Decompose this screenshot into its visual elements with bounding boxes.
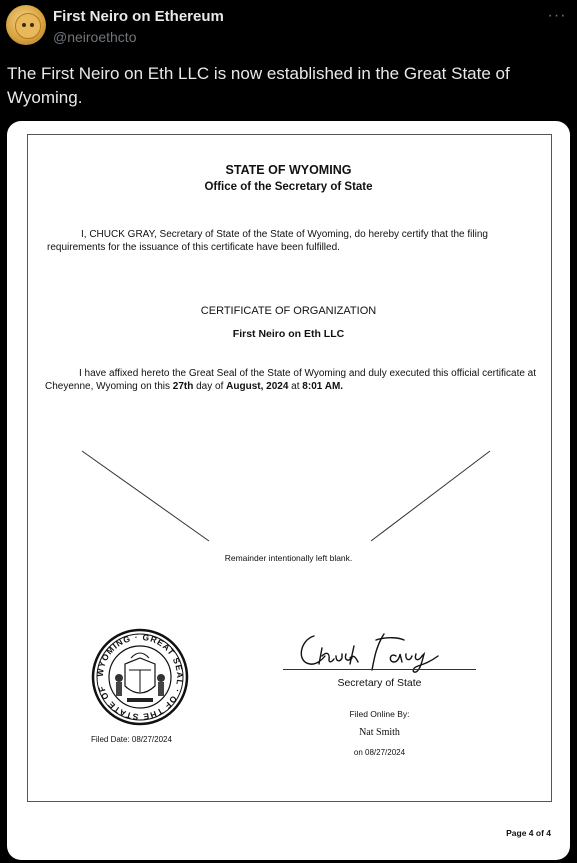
signature-line	[283, 669, 476, 670]
avatar-eye-right	[30, 23, 34, 27]
more-options-icon[interactable]: ···	[547, 7, 567, 24]
signature	[292, 626, 452, 674]
affixed-day: 27th	[172, 381, 194, 392]
affixed-month-year: August, 2024	[226, 381, 289, 392]
certificate-state-title: STATE OF WYOMING	[225, 163, 352, 177]
affixed-day-of: day of	[193, 381, 227, 392]
certification-statement: I, CHUCK GRAY, Secretary of State of the State of Wyoming, do hereby certify that the filing requirements for the issuance of this certificate have been fulfilled.	[47, 229, 488, 253]
entity-name: First Neiro on Eth LLC	[232, 328, 345, 340]
filer-date: on 08/27/2024	[353, 748, 406, 757]
affixed-statement	[45, 367, 542, 393]
filer-name: Nat Smith	[359, 727, 400, 738]
page-number: Page 4 of 4	[506, 828, 551, 838]
svg-text:Chuck Gray: Chuck Gray	[292, 626, 298, 627]
affixed-time: 8:01 AM.	[302, 381, 344, 392]
display-name[interactable]: First Neiro on Ethereum	[53, 8, 224, 25]
post-text: The First Neiro on Eth LLC is now established in the Great State of Wyoming.	[7, 64, 510, 107]
certificate-office: Office of the Secretary of State	[204, 181, 373, 193]
avatar[interactable]	[6, 5, 46, 45]
filed-online-label: Filed Online By:	[349, 709, 410, 719]
avatar-face	[15, 13, 41, 39]
post-image[interactable]	[7, 121, 570, 860]
affixed-at: at	[288, 381, 303, 392]
post-header	[0, 0, 577, 52]
filed-date: Filed Date: 08/27/2024	[91, 735, 172, 744]
user-handle[interactable]: @neiroethcto	[53, 29, 137, 45]
svg-text:WYOMING · GREAT SEAL · OF THE: WYOMING · GREAT SEAL · OF THE STATE OF	[94, 631, 186, 723]
signer-title: Secretary of State	[337, 677, 422, 689]
affixed-prefix: I have affixed hereto the Great Seal of the State of Wyoming and duly executed this official certificate at Cheyenne, Wyoming on this	[45, 368, 537, 392]
certificate-type: CERTIFICATE OF ORGANIZATION	[200, 305, 377, 317]
remainder-note: Remainder intentionally left blank.	[224, 553, 353, 563]
great-seal-icon	[91, 628, 189, 726]
avatar-eye-left	[22, 23, 26, 27]
